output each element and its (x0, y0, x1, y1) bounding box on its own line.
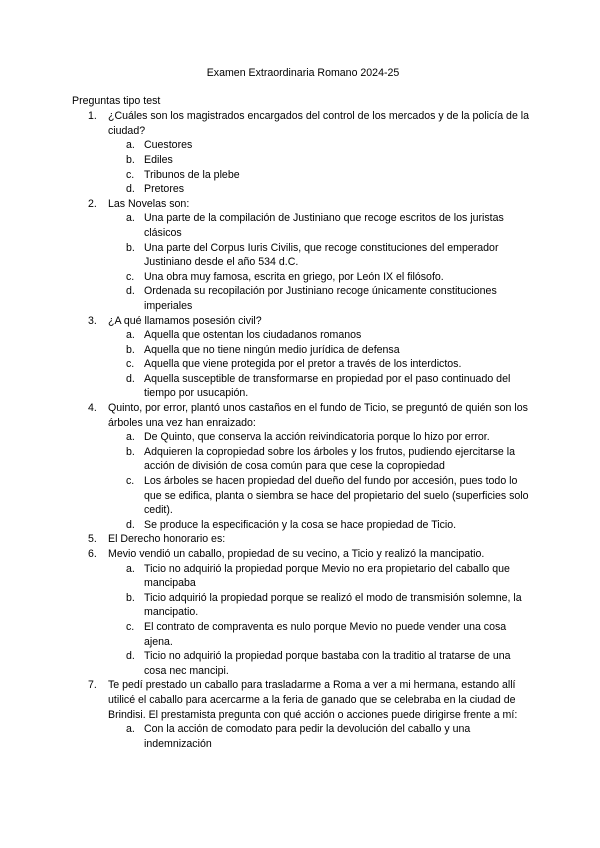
option-list (108, 211, 534, 313)
question-text: ¿A qué llamamos posesión civil? (108, 314, 262, 327)
option-letter: c. (126, 620, 135, 633)
option-item (108, 474, 534, 518)
option-item (108, 372, 534, 401)
option-text: Los árboles se hacen propiedad del dueño del fundo por accesión, pues todo lo que se edifica, planta o siembra se hace del propietario del suelo (superficies solo cedit). (144, 475, 529, 517)
option-letter: a. (126, 562, 135, 575)
option-item (108, 430, 534, 445)
question-item (72, 197, 534, 314)
option-text: Aquella susceptible de transformarse en propiedad por el paso continuado del tiempo por usucapión. (144, 372, 511, 400)
option-letter: c. (126, 358, 135, 371)
question-number: 6. (88, 548, 97, 560)
option-text: Con la acción de comodato para pedir la devolución del caballo y una indemnización (144, 723, 471, 750)
question-item (72, 109, 534, 197)
option-letter: d. (126, 285, 135, 298)
option-letter: b. (126, 591, 135, 604)
option-text: Aquella que ostentan los ciudadanos romanos (144, 329, 362, 342)
question-list (72, 109, 534, 751)
option-item (108, 270, 534, 285)
section-heading: Preguntas tipo test (72, 94, 161, 107)
option-item (108, 241, 534, 270)
option-letter: b. (126, 445, 135, 458)
question-item (72, 401, 534, 532)
option-letter: d. (126, 372, 135, 385)
question-text: El Derecho honorario es: (108, 533, 226, 546)
question-item (72, 547, 534, 678)
option-letter: c. (126, 168, 135, 181)
option-item (108, 562, 534, 591)
option-letter: a. (126, 139, 135, 152)
option-text: Aquella que no tiene ningún medio jurídica de defensa (144, 343, 400, 356)
option-text: Ticio no adquirió la propiedad porque bastaba con la traditio al tratarse de una cosa nec mancipi. (144, 650, 511, 677)
option-letter: c. (126, 270, 135, 283)
option-item (108, 328, 534, 343)
option-letter: d. (126, 518, 135, 531)
option-list (108, 328, 534, 401)
option-text: De Quinto, que conserva la acción reivindicatoria porque lo hizo por error. (144, 431, 490, 444)
option-item (108, 153, 534, 168)
option-text: Aquella que viene protegida por el pretor a través de los interdictos. (144, 358, 462, 371)
option-letter: a. (126, 212, 135, 225)
option-item (108, 357, 534, 372)
document-title: Examen Extraordinaria Romano 2024-25 (206, 67, 400, 79)
option-item (108, 182, 534, 197)
option-text: Cuestores (144, 139, 193, 152)
question-number: 1. (88, 110, 97, 123)
option-letter: a. (126, 329, 135, 342)
question-item (72, 532, 534, 547)
option-text: Tribunos de la plebe (144, 168, 240, 181)
option-letter: b. (126, 241, 135, 254)
option-item (108, 211, 534, 240)
option-letter: b. (126, 153, 135, 166)
option-text: Ediles (144, 153, 173, 166)
option-text: Se produce la especificación y la cosa se hace propiedad de Ticio. (144, 518, 457, 531)
question-number: 2. (88, 197, 97, 210)
option-item (108, 649, 534, 678)
option-list (108, 138, 534, 196)
question-number: 5. (88, 533, 97, 546)
question-text: Mevio vendió un caballo, propiedad de su vecino, a Ticio y realizó la mancipatio. (108, 548, 485, 560)
question-number: 4. (88, 402, 97, 415)
option-item (108, 518, 534, 533)
option-text: El contrato de compraventa es nulo porque Mevio no puede vender una cosa ajena. (144, 620, 507, 648)
option-letter: a. (126, 723, 135, 736)
question-text: Las Novelas son: (108, 197, 190, 210)
option-list (108, 722, 534, 751)
question-text: ¿Cuáles son los magistrados encargados del control de los mercados y de la policía de la ciudad? (108, 110, 530, 137)
question-number: 7. (88, 679, 97, 692)
option-text: Ordenada su recopilación por Justiniano recoge únicamente constituciones imperiales (144, 285, 497, 312)
question-number: 3. (88, 314, 97, 327)
option-list (108, 562, 534, 679)
option-letter: b. (126, 343, 135, 356)
option-item (108, 284, 534, 313)
option-item (108, 591, 534, 620)
option-letter: a. (126, 431, 135, 444)
question-text: Quinto, por error, plantó unos castaños en el fundo de Ticio, se preguntó de quién son los árboles una vez han enraizado: (108, 402, 528, 429)
option-text: Ticio adquirió la propiedad porque se realizó el modo de transmisión solemne, la mancipatio. (144, 591, 522, 619)
option-text: Pretores (144, 183, 185, 196)
option-text: Una obra muy famosa, escrita en griego, por León IX el filósofo. (144, 270, 444, 283)
option-letter: c. (126, 475, 135, 488)
option-list (108, 430, 534, 532)
question-item (72, 678, 534, 751)
question-text: Te pedí prestado un caballo para trasladarme a Roma a ver a mi hermana, estando allí utilicé el caballo para acercarme a la feria de ganado que se celebraba en la ciudad de Brindisi. El prestamista pregunta con qué acción o acciones puede dirigirse frente a mí: (108, 679, 518, 721)
option-item (108, 722, 534, 751)
question-item (72, 314, 534, 402)
option-letter: d. (126, 183, 135, 196)
option-text: Una parte de la compilación de Justiniano que recoge escritos de los juristas clásicos (144, 212, 504, 239)
document-page (72, 66, 534, 751)
option-item (108, 445, 534, 474)
option-item (108, 168, 534, 183)
option-text: Ticio no adquirió la propiedad porque Mevio no era propietario del caballo que mancipaba (144, 562, 510, 590)
option-item (108, 620, 534, 649)
option-item (108, 138, 534, 153)
option-text: Adquieren la copropiedad sobre los árboles y los frutos, pudiendo ejercitarse la acción de división de cosa común para que cese la copropiedad (144, 445, 516, 473)
option-item (108, 343, 534, 358)
option-text: Una parte del Corpus Iuris Civilis, que recoge constituciones del emperador Justiniano desde el año 534 d.C. (144, 241, 499, 269)
option-letter: d. (126, 650, 135, 663)
